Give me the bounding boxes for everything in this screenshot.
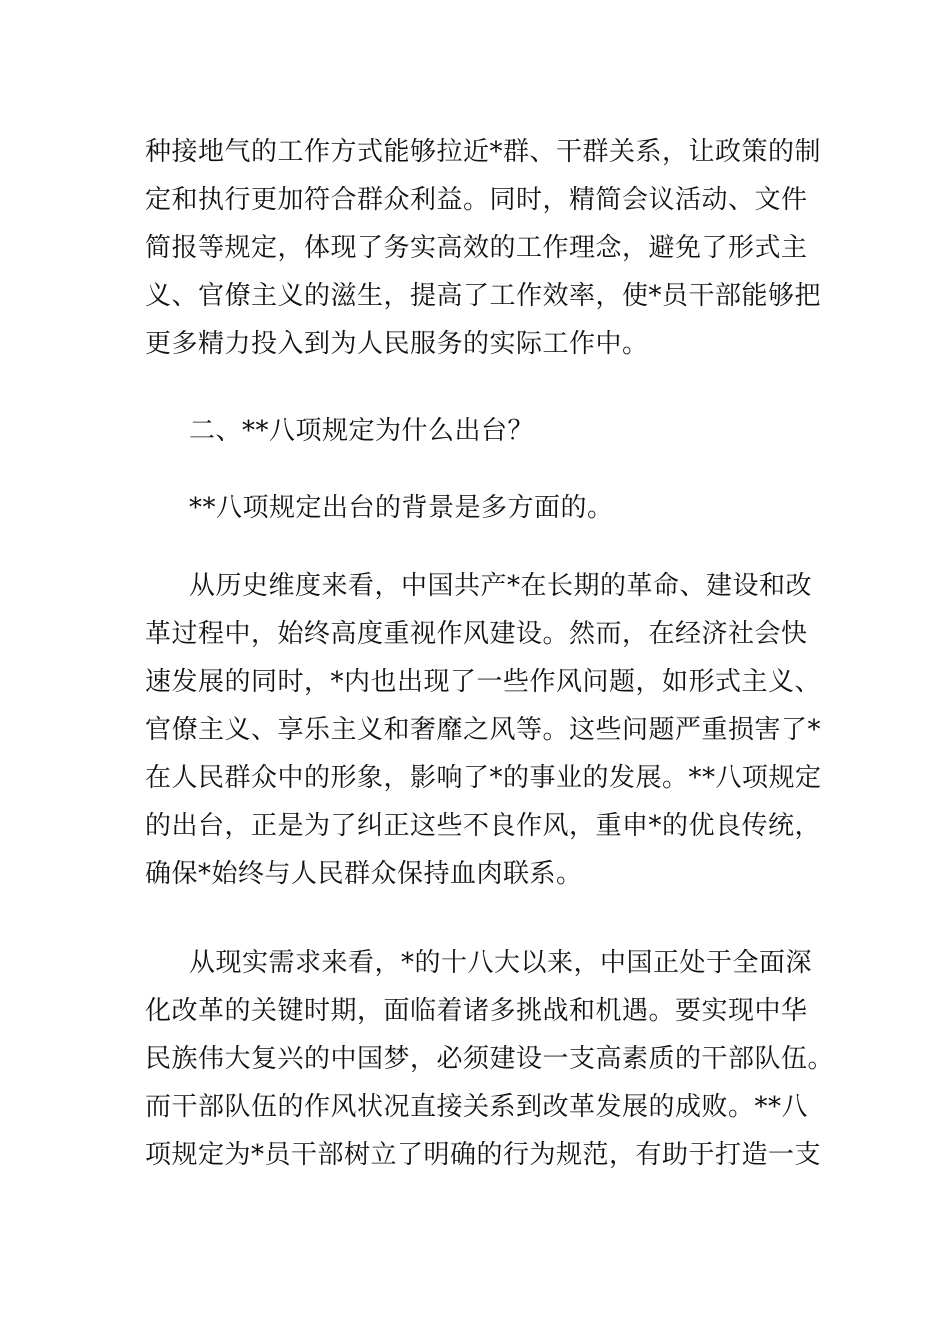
text-line: 确保*始终与人民群众保持血肉联系。 <box>145 859 583 889</box>
reality-paragraph <box>145 939 835 1179</box>
history-paragraph <box>145 562 822 898</box>
text-line: 化改革的关键时期，面临着诸多挑战和机遇。要实现中华 <box>145 996 808 1026</box>
text-line: 更多精力投入到为人民服务的实际工作中。 <box>145 329 649 359</box>
paragraph-continued <box>145 128 822 368</box>
section-heading <box>145 407 805 455</box>
text-line: 定和执行更加符合群众利益。同时，精简会议活动、文件 <box>145 185 808 215</box>
text-line: 速发展的同时，*内也出现了一些作风问题，如形式主义、 <box>145 667 822 697</box>
intro-paragraph <box>145 484 805 532</box>
text-line: 革过程中，始终高度重视作风建设。然而，在经济社会快 <box>145 619 808 649</box>
text-line: 项规定为*员干部树立了明确的行为规范，有助于打造一支 <box>145 1140 822 1170</box>
text-line: 官僚主义、享乐主义和奢靡之风等。这些问题严重损害了* <box>145 715 822 745</box>
text-line: 简报等规定，体现了务实高效的工作理念，避免了形式主 <box>145 233 808 263</box>
text-line: 民族伟大复兴的中国梦，必须建设一支高素质的干部队伍。 <box>145 1044 835 1074</box>
text-line: 从历史维度来看，中国共产*在长期的革命、建设和改 <box>189 571 813 601</box>
text-line: 的出台，正是为了纠正这些不良作风，重申*的优良传统， <box>145 811 822 841</box>
text-line: 种接地气的工作方式能够拉近*群、干群关系，让政策的制 <box>145 137 822 167</box>
text-line: 从现实需求来看，*的十八大以来，中国正处于全面深 <box>189 948 813 978</box>
text-line: 义、官僚主义的滋生，提高了工作效率，使*员干部能够把 <box>145 281 822 311</box>
text-line: **八项规定出台的背景是多方面的。 <box>189 493 614 523</box>
heading-text: 二、**八项规定为什么出台？ <box>189 416 535 446</box>
text-line: 而干部队伍的作风状况直接关系到改革发展的成败。**八 <box>145 1092 809 1122</box>
text-line: 在人民群众中的形象，影响了*的事业的发展。**八项规定 <box>145 763 822 793</box>
